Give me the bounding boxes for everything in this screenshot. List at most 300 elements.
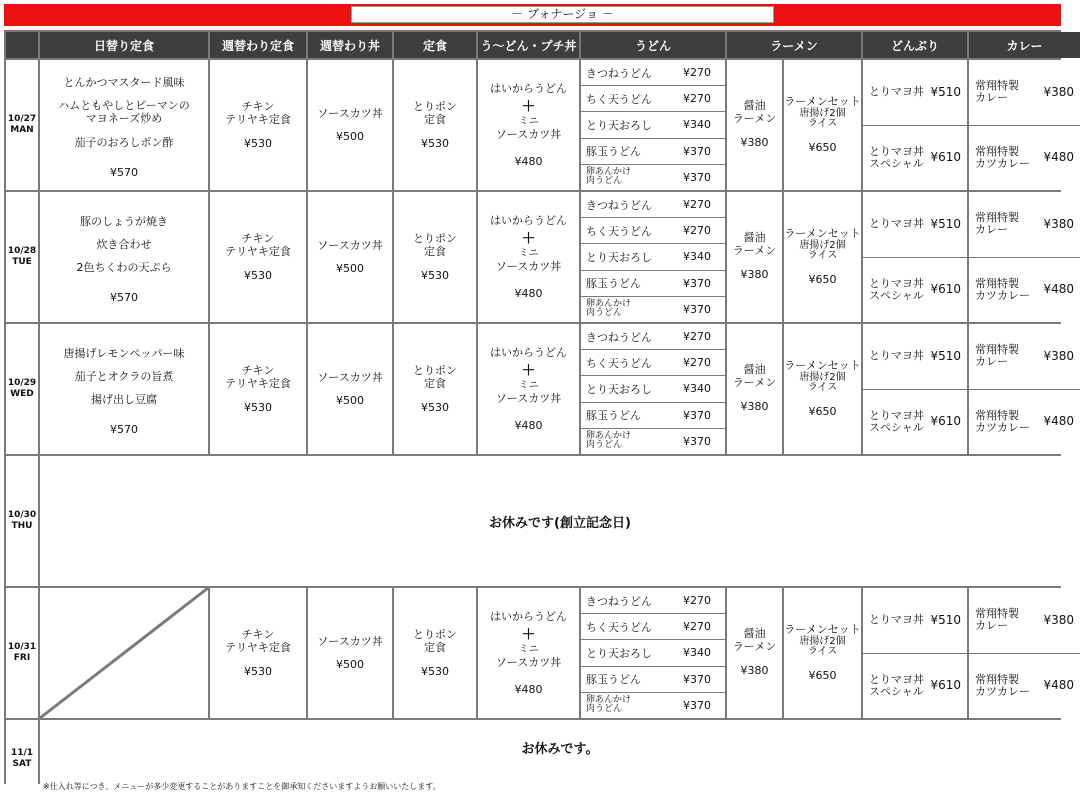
- donburi-cell: [863, 324, 967, 454]
- item-name: 定食: [424, 113, 446, 127]
- title-banner: [4, 4, 1061, 26]
- item-name: [869, 278, 924, 302]
- udon-name: 豚玉うどん: [586, 673, 641, 687]
- name-line: 常翔特製: [975, 607, 1019, 621]
- item-name: ミニ: [518, 115, 539, 127]
- weekday: MAN: [10, 125, 34, 135]
- item-name: ソースカツ丼: [317, 238, 383, 252]
- item-name: 定食: [424, 377, 446, 391]
- item-name: はいからうどん: [490, 609, 567, 623]
- date: 10/27: [7, 114, 37, 125]
- item-name: 醤油: [743, 363, 766, 377]
- udon-price: ¥370: [683, 276, 711, 290]
- item-price: ¥380: [1043, 612, 1074, 627]
- udon-row: [581, 429, 725, 454]
- udon-name: とり天おろし: [586, 118, 652, 132]
- udon-name-line: 肉うどん: [586, 440, 623, 451]
- udon-price: ¥370: [683, 698, 711, 712]
- donburi-cell: [863, 192, 967, 322]
- name-line: カツカレー: [975, 684, 1030, 698]
- weekday: SAT: [12, 759, 32, 769]
- header-weekly-teishoku: 週替わり定食: [210, 32, 306, 58]
- item-name: [869, 614, 924, 626]
- daily-item: 唐揚げレモンペッパー味: [63, 346, 185, 360]
- weekday: THU: [11, 521, 33, 531]
- ramen-cell: [727, 588, 861, 718]
- curry-cell: [969, 60, 1080, 190]
- item-price: ¥380: [740, 268, 769, 282]
- ramen-cell: [727, 324, 861, 454]
- weekly-teishoku-cell: [210, 192, 306, 322]
- item-name: ソースカツ丼: [317, 370, 383, 384]
- item-name: ミニ: [518, 379, 539, 391]
- item-price: ¥510: [930, 216, 961, 231]
- donburi-row: [863, 258, 967, 323]
- item-price: ¥610: [930, 282, 961, 297]
- header-curry: カレー: [969, 32, 1080, 58]
- item-name: はいからうどん: [490, 345, 567, 359]
- header-udon: うどん: [581, 32, 725, 58]
- ramen-cell: [727, 192, 861, 322]
- udon-name: 豚玉うどん: [586, 409, 641, 423]
- item-name: [869, 410, 924, 434]
- day-label: [6, 324, 38, 454]
- udon-price: ¥370: [683, 144, 711, 158]
- udon-row: [581, 693, 725, 718]
- udon-name: とり天おろし: [586, 646, 652, 660]
- name-line: 常翔特製: [975, 276, 1019, 290]
- udon-name: ちく天うどん: [586, 224, 652, 238]
- udon-row: [581, 165, 725, 190]
- item-price: ¥650: [808, 140, 837, 154]
- item-name: チキン: [241, 364, 275, 378]
- item-name: ソースカツ丼: [495, 127, 562, 141]
- item-price: ¥510: [930, 348, 961, 363]
- udon-name: とり天おろし: [586, 382, 652, 396]
- item-name: ミニ: [518, 643, 539, 655]
- udon-name: きつねうどん: [586, 198, 652, 212]
- daily-price: ¥570: [110, 291, 138, 305]
- item-price: ¥500: [336, 394, 364, 407]
- name-line: とりマヨ丼: [869, 672, 924, 686]
- udon-row: [581, 588, 725, 613]
- shoyu-ramen: [727, 192, 782, 322]
- ramen-cell: [727, 60, 861, 190]
- curry-cell: [969, 588, 1080, 718]
- item-name: ラーメン: [732, 639, 777, 653]
- item-price: ¥530: [421, 664, 449, 678]
- donburi-cell: [863, 588, 967, 718]
- closed-notice: お休みです(創立記念日): [40, 456, 1080, 586]
- udon-price: ¥370: [683, 672, 711, 686]
- daily-item: 豚のしょうが焼き: [80, 214, 168, 228]
- date: 10/31: [7, 642, 37, 653]
- item-name: ソースカツ丼: [495, 655, 562, 669]
- item-name: ソースカツ丼: [317, 634, 383, 648]
- item-name: [869, 86, 924, 98]
- name-line: 常翔特製: [975, 672, 1019, 686]
- udon-name: [586, 168, 631, 187]
- name-line: スペシャル: [869, 156, 924, 170]
- plus-sign: ＋: [521, 363, 536, 379]
- udon-price: ¥270: [683, 620, 711, 634]
- weekly-teishoku-cell: [210, 60, 306, 190]
- name-line: カレー: [975, 91, 1008, 105]
- daily-price: ¥570: [110, 423, 138, 437]
- udon-name: 豚玉うどん: [586, 145, 641, 159]
- shoyu-ramen: [727, 60, 782, 190]
- date: 11/1: [10, 748, 34, 759]
- udon-row: [581, 297, 725, 322]
- curry-row: [969, 258, 1080, 323]
- teishoku-cell: [394, 60, 476, 190]
- udon-list: [581, 324, 725, 454]
- item-price: ¥530: [244, 400, 272, 414]
- header-udon-petit: う〜どん・プチ丼: [478, 32, 579, 58]
- udon-name-line: 卵あんかけ: [586, 166, 632, 177]
- name-line: 常翔特製: [975, 343, 1019, 357]
- item-name: チキン: [241, 628, 275, 642]
- name-line: カツカレー: [975, 420, 1030, 434]
- item-price: ¥610: [930, 678, 961, 693]
- item-price: ¥530: [244, 136, 272, 150]
- date: 10/29: [7, 378, 37, 389]
- udon-row: [581, 640, 725, 665]
- plus-sign: ＋: [521, 99, 536, 115]
- daily-item: 茄子とオクラの旨煮: [74, 369, 174, 383]
- name-line: カレー: [975, 355, 1008, 369]
- item-name: テリヤキ定食: [225, 377, 291, 391]
- item-name: はいからうどん: [490, 81, 567, 95]
- name-line: とりマヨ丼: [869, 144, 924, 158]
- name-line: 常翔特製: [975, 408, 1019, 422]
- curry-row: [969, 126, 1080, 191]
- udon-name-line: 卵あんかけ: [586, 298, 632, 309]
- name-line: 常翔特製: [975, 79, 1019, 93]
- udon-row: [581, 244, 725, 269]
- udon-price: ¥340: [683, 646, 711, 660]
- udon-name-line: 肉うどん: [586, 704, 623, 715]
- item-name: ラーメン: [732, 111, 777, 125]
- item-name: 唐揚げ2個: [799, 635, 846, 647]
- daily-price: ¥570: [110, 165, 138, 179]
- weekly-don-cell: [308, 588, 392, 718]
- donburi-row: [863, 654, 967, 719]
- item-name: とりポン: [413, 628, 457, 642]
- udon-name: きつねうどん: [586, 66, 652, 80]
- item-price: ¥650: [808, 404, 837, 418]
- name-line: とりマヨ丼: [869, 276, 924, 290]
- header-weekly-don: 週替わり丼: [308, 32, 392, 58]
- udon-name: 豚玉うどん: [586, 277, 641, 291]
- name-line: カツカレー: [975, 156, 1030, 170]
- udon-list: [581, 192, 725, 322]
- donburi-row: [863, 390, 967, 455]
- item-name: [869, 218, 924, 230]
- daily-cell-empty: [40, 588, 208, 718]
- weekday: TUE: [12, 257, 32, 267]
- item-name: とりポン: [413, 364, 457, 378]
- donburi-row: [863, 324, 967, 389]
- item-price: ¥530: [244, 664, 272, 678]
- item-price: ¥530: [421, 400, 449, 414]
- daily-item: 揚げ出し豆腐: [91, 393, 157, 406]
- name-line: とりマヨ丼: [869, 613, 924, 627]
- item-name: ラーメンセット: [784, 358, 861, 372]
- item-price: ¥500: [336, 658, 364, 671]
- daily-cell: [40, 60, 208, 190]
- item-name: ラーメンセット: [784, 94, 861, 108]
- name-line: とりマヨ丼: [869, 349, 924, 363]
- udon-row: [581, 614, 725, 639]
- udon-price: ¥370: [683, 408, 711, 422]
- weekly-don-cell: [308, 192, 392, 322]
- ramen-set: [784, 192, 861, 322]
- item-name: 醤油: [743, 627, 766, 641]
- daily-cell: [40, 324, 208, 454]
- item-price: ¥610: [930, 414, 961, 429]
- udon-row: [581, 112, 725, 137]
- item-price: ¥380: [740, 400, 769, 414]
- item-name: [975, 278, 1030, 302]
- plus-sign: ＋: [521, 231, 536, 247]
- udon-row: [581, 139, 725, 164]
- item-price: ¥610: [930, 150, 961, 165]
- weekday: WED: [10, 389, 34, 399]
- udon-name: とり天おろし: [586, 250, 652, 264]
- udon-row: [581, 192, 725, 217]
- item-name: ライス: [807, 118, 838, 129]
- daily-item: 2色ちくわの天ぷら: [76, 261, 172, 274]
- item-name: [975, 146, 1030, 170]
- item-name: 定食: [424, 245, 446, 259]
- item-name: [975, 410, 1030, 434]
- day-label: [6, 192, 38, 322]
- item-price: ¥380: [1043, 84, 1074, 99]
- udon-petit-cell: [478, 324, 579, 454]
- udon-price: ¥270: [683, 330, 711, 344]
- item-price: ¥380: [1043, 348, 1074, 363]
- curry-row: [969, 192, 1080, 257]
- udon-row: [581, 218, 725, 243]
- item-name: ソースカツ丼: [317, 106, 383, 120]
- teishoku-cell: [394, 192, 476, 322]
- item-name: ライス: [807, 382, 838, 393]
- daily-item: ハムともやしとピーマンの マヨネーズ炒め: [58, 99, 190, 126]
- diagonal-slash: [40, 588, 208, 718]
- donburi-row: [863, 192, 967, 257]
- item-name: [975, 344, 1019, 368]
- closed-notice-cell: [40, 720, 1080, 798]
- item-price: ¥480: [514, 154, 543, 168]
- header-teishoku: 定食: [394, 32, 476, 58]
- plus-sign: ＋: [521, 627, 536, 643]
- item-price: ¥530: [244, 268, 272, 282]
- item-name: ラーメンセット: [784, 226, 861, 240]
- donburi-cell: [863, 60, 967, 190]
- udon-price: ¥340: [683, 250, 711, 264]
- curry-row: [969, 324, 1080, 389]
- item-name: ラーメン: [732, 243, 777, 257]
- udon-row: [581, 86, 725, 111]
- udon-name-line: 肉うどん: [586, 308, 623, 319]
- footnote: ※仕入れ等につき、メニューが多少変更することがありますことを御承知くださいますようお願いいたします。: [43, 782, 441, 791]
- item-price: ¥480: [514, 682, 543, 696]
- name-line: スペシャル: [869, 288, 924, 302]
- item-price: ¥650: [808, 668, 837, 682]
- udon-name: [586, 696, 631, 715]
- name-line: カレー: [975, 223, 1008, 237]
- udon-price: ¥370: [683, 170, 711, 184]
- item-name: ラーメンセット: [784, 622, 861, 636]
- day-label: [6, 60, 38, 190]
- header-corner: [6, 32, 38, 58]
- ramen-set: [784, 60, 861, 190]
- item-price: ¥530: [421, 136, 449, 150]
- item-price: ¥480: [1043, 282, 1074, 297]
- ramen-set: [784, 324, 861, 454]
- item-name: [975, 212, 1019, 236]
- item-price: ¥380: [740, 136, 769, 150]
- item-price: ¥480: [1043, 678, 1074, 693]
- curry-row: [969, 588, 1080, 653]
- item-price: ¥480: [514, 418, 543, 432]
- name-line: カレー: [975, 619, 1008, 633]
- udon-name: きつねうどん: [586, 594, 652, 608]
- donburi-row: [863, 588, 967, 653]
- daily-item: 炊き合わせ: [96, 237, 152, 251]
- udon-petit-cell: [478, 192, 579, 322]
- udon-row: [581, 350, 725, 375]
- udon-petit-cell: [478, 588, 579, 718]
- item-name: [975, 674, 1030, 698]
- item-name: ライス: [807, 250, 838, 261]
- item-price: ¥510: [930, 612, 961, 627]
- curry-row: [969, 654, 1080, 719]
- day-label: [6, 588, 38, 718]
- udon-price: ¥270: [683, 594, 711, 608]
- udon-name: ちく天うどん: [586, 620, 652, 634]
- weekly-don-cell: [308, 324, 392, 454]
- item-name: [975, 80, 1019, 104]
- item-price: ¥510: [930, 84, 961, 99]
- name-line: とりマヨ丼: [869, 408, 924, 422]
- item-name: 唐揚げ2個: [799, 107, 846, 119]
- udon-price: ¥270: [683, 356, 711, 370]
- udon-row: [581, 403, 725, 428]
- item-name: ミニ: [518, 247, 539, 259]
- item-price: ¥480: [514, 286, 543, 300]
- item-price: ¥500: [336, 262, 364, 275]
- item-price: ¥480: [1043, 150, 1074, 165]
- weekly-don-cell: [308, 60, 392, 190]
- daily-cell: [40, 192, 208, 322]
- item-name: テリヤキ定食: [225, 641, 291, 655]
- teishoku-cell: [394, 324, 476, 454]
- item-name: テリヤキ定食: [225, 113, 291, 127]
- date: 10/28: [7, 246, 37, 257]
- header-daily: 日替り定食: [40, 32, 208, 58]
- donburi-row: [863, 126, 967, 191]
- item-name: 醤油: [743, 231, 766, 245]
- weekly-teishoku-cell: [210, 324, 306, 454]
- item-price: ¥380: [1043, 216, 1074, 231]
- udon-name-line: 卵あんかけ: [586, 430, 632, 441]
- name-line: カツカレー: [975, 288, 1030, 302]
- header-ramen: ラーメン: [727, 32, 861, 58]
- item-name: ライス: [807, 646, 838, 657]
- weekly-teishoku-cell: [210, 588, 306, 718]
- udon-name: ちく天うどん: [586, 356, 652, 370]
- date: 10/30: [7, 510, 37, 521]
- item-name: [869, 146, 924, 170]
- item-name: [975, 608, 1019, 632]
- item-name: ソースカツ丼: [495, 391, 562, 405]
- name-line: とりマヨ丼: [869, 217, 924, 231]
- udon-price: ¥370: [683, 302, 711, 316]
- udon-row: [581, 376, 725, 401]
- udon-price: ¥340: [683, 118, 711, 132]
- item-name: ラーメン: [732, 375, 777, 389]
- item-price: ¥530: [421, 268, 449, 282]
- udon-price: ¥270: [683, 198, 711, 212]
- item-price: ¥650: [808, 272, 837, 286]
- udon-row: [581, 667, 725, 692]
- item-price: ¥480: [1043, 414, 1074, 429]
- udon-row: [581, 324, 725, 349]
- weekday: FRI: [13, 653, 31, 663]
- header-donburi: どんぶり: [863, 32, 967, 58]
- item-price: ¥380: [740, 664, 769, 678]
- name-line: 常翔特製: [975, 144, 1019, 158]
- udon-price: ¥370: [683, 434, 711, 448]
- menu-title: － ブォナージョ －: [351, 6, 774, 23]
- day-label: [6, 456, 38, 586]
- item-name: [869, 350, 924, 362]
- udon-name: ちく天うどん: [586, 92, 652, 106]
- udon-price: ¥270: [683, 92, 711, 106]
- item-name: ソースカツ丼: [495, 259, 562, 273]
- udon-petit-cell: [478, 60, 579, 190]
- teishoku-cell: [394, 588, 476, 718]
- udon-row: [581, 271, 725, 296]
- item-name: チキン: [241, 232, 275, 246]
- daily-item: とんかつマスタード風味: [63, 76, 185, 90]
- udon-name: [586, 300, 631, 319]
- item-name: 定食: [424, 641, 446, 655]
- name-line: スペシャル: [869, 420, 924, 434]
- closed-notice: お休みです。: [521, 742, 599, 757]
- udon-list: [581, 60, 725, 190]
- menu-grid: [4, 30, 1074, 791]
- item-name: はいからうどん: [490, 213, 567, 227]
- curry-row: [969, 60, 1080, 125]
- item-name: チキン: [241, 100, 275, 114]
- item-name: 醤油: [743, 99, 766, 113]
- item-price: ¥500: [336, 130, 364, 143]
- curry-cell: [969, 324, 1080, 454]
- item-name: [869, 674, 924, 698]
- donburi-row: [863, 60, 967, 125]
- item-name: テリヤキ定食: [225, 245, 291, 259]
- item-name: 唐揚げ2個: [799, 371, 846, 383]
- udon-price: ¥270: [683, 224, 711, 238]
- udon-price: ¥270: [683, 66, 711, 80]
- curry-row: [969, 390, 1080, 455]
- item-name: 唐揚げ2個: [799, 239, 846, 251]
- item-name: とりポン: [413, 100, 457, 114]
- udon-name-line: 卵あんかけ: [586, 694, 632, 705]
